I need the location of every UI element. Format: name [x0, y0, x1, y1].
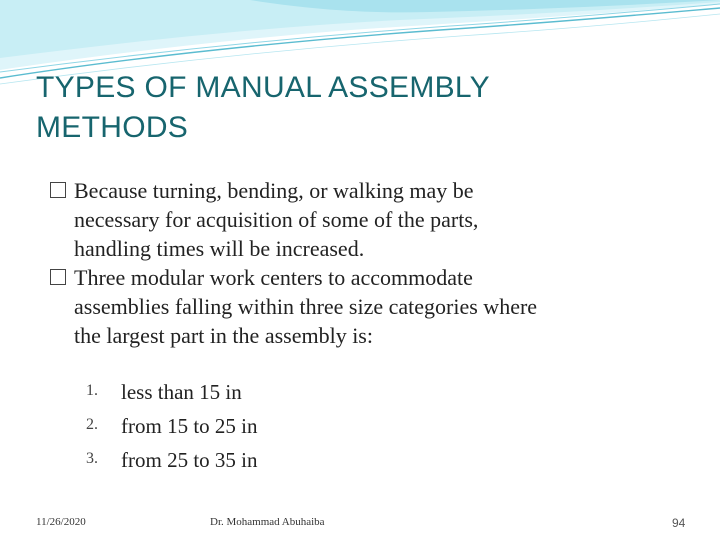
numbered-item	[76, 412, 576, 446]
title-line: TYPES OF MANUAL ASSEMBLY	[36, 71, 490, 104]
numbered-item	[76, 446, 576, 480]
numbered-sublist	[76, 378, 576, 480]
checkbox-square-icon	[50, 269, 66, 285]
footer-date: 11/26/2020	[36, 516, 86, 528]
bullet-line: necessary for acquisition of some of the parts,	[74, 207, 479, 232]
item-text: from 15 to 25 in	[121, 414, 258, 438]
page-number: 94	[672, 516, 686, 530]
bullet-item	[50, 263, 700, 350]
bullet-line: the largest part in the assembly is:	[74, 323, 373, 348]
bullet-item	[50, 176, 700, 263]
item-text: less than 15 in	[121, 380, 242, 404]
item-text: from 25 to 35 in	[121, 448, 258, 472]
checkbox-square-icon	[50, 182, 66, 198]
title-line: METHODS	[36, 111, 189, 144]
slide-title	[36, 68, 696, 148]
footer-author: Dr. Mohammad Abuhaiba	[210, 516, 325, 528]
bullet-line: handling times will be increased.	[74, 236, 365, 261]
item-number: 3.	[86, 450, 98, 467]
item-number: 1.	[86, 382, 98, 399]
bullet-line: Because turning, bending, or walking may be	[74, 178, 474, 203]
item-number: 2.	[86, 416, 98, 433]
numbered-item	[76, 378, 576, 412]
bullet-line: assemblies falling within three size categories where	[74, 294, 538, 319]
bullet-list	[50, 176, 700, 350]
bullet-line: Three modular work centers to accommodate	[74, 265, 473, 290]
